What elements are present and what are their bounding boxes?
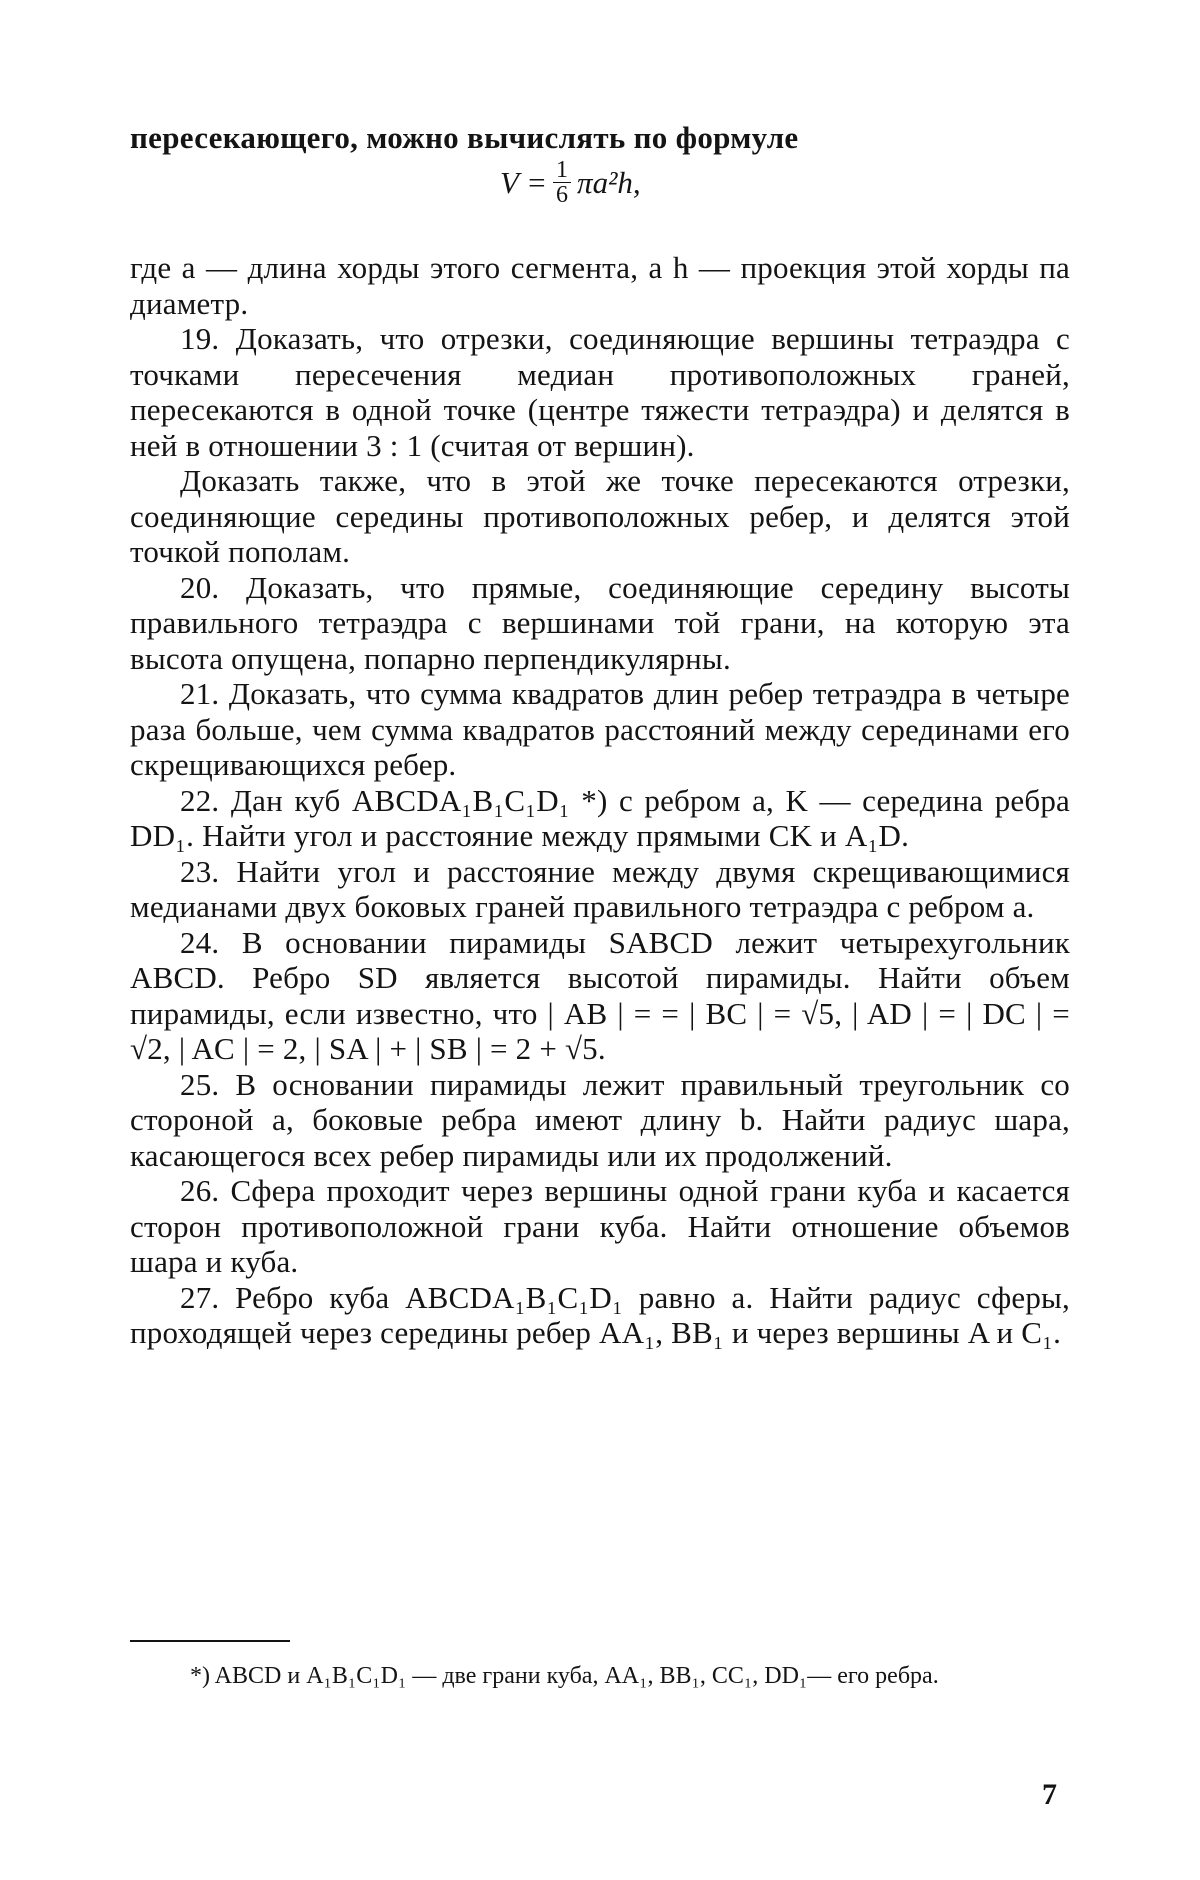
continuation-line: пересекающего, можно вычислять по формуле: [130, 120, 799, 155]
problem-22: 22. Дан куб ABCDA₁B₁C₁D₁ *) с ребром a, K — середина ребра DD₁. Найти угол и расстояние между прямыми CK и A₁D.: [130, 782, 1070, 853]
body-text: [130, 250, 1070, 1351]
footnote-rule: [130, 1640, 290, 1642]
paragraph-continuation: где a — длина хорды этого сегмента, а h — проекция этой хорды па диаметр.: [130, 250, 1070, 321]
formula-fraction: [553, 158, 571, 207]
problem-25: 25. В основании пирамиды лежит правильный треугольник со стороной a, боковые ребра имеют длину b. Найти радиус шара, касающегося всех ребер пирамиды или их продолжений.: [130, 1066, 1070, 1173]
problem-19-part-2: Доказать также, что в этой же точке пересекаются отрезки, соединяющие середины противоположных ребер, и делятся этой точкой пополам.: [130, 463, 1070, 569]
problem-24: 24. В основании пирамиды SABCD лежит четырехугольник ABCD. Ребро SD является высотой пирамиды. Найти объем пирамиды, если известно, что | AB | = = | BC | = √5, | AD | = | DC | = √2, | AC | = 2, | SA | + | SB | = 2 + √5.: [130, 924, 1070, 1066]
problem-20: 20. Доказать, что прямые, соединяющие середину высоты правильного тетраэдра с вершинами той грани, на которую эта высота опущена, попарно перпендикулярны.: [130, 569, 1070, 676]
problem-19: 19. Доказать, что отрезки, соединяющие вершины тетраэдра с точками пересечения медиан противоположных граней, пересекаются в одной точке (центре тяжести тетраэдра) и делятся в ней в отношении 3 : 1 (считая от вершин).: [130, 321, 1070, 463]
problem-26: 26. Сфера проходит через вершины одной грани куба и касается сторон противоположной грани куба. Найти отношение объемов шара и куба.: [130, 1173, 1070, 1279]
formula-lhs: V =: [500, 164, 548, 200]
footnote-text: *) ABCD и A₁B₁C₁D₁ — две грани куба, AA₁, BB₁, CC₁, DD₁— его ребра.: [190, 1663, 939, 1689]
volume-formula: [500, 158, 641, 207]
formula-rhs: πa²h,: [577, 164, 641, 200]
fraction-numerator: 1: [553, 158, 571, 183]
fraction-denominator: 6: [556, 182, 569, 208]
page-number: 7: [1042, 1778, 1057, 1811]
problem-27: 27. Ребро куба ABCDA₁B₁C₁D₁ равно a. Найти радиус сферы, проходящей через середины ребер AA₁, BB₁ и через вершины A и C₁.: [130, 1279, 1070, 1350]
problem-21: 21. Доказать, что сумма квадратов длин ребер тетраэдра в четыре раза больше, чем сумма квадратов расстояний между серединами его скрещивающихся ребер.: [130, 676, 1070, 782]
footnote: [130, 1660, 1070, 1692]
problem-23: 23. Найти угол и расстояние между двумя скрещивающимися медианами двух боковых граней правильного тетраэдра с ребром a.: [130, 853, 1070, 924]
